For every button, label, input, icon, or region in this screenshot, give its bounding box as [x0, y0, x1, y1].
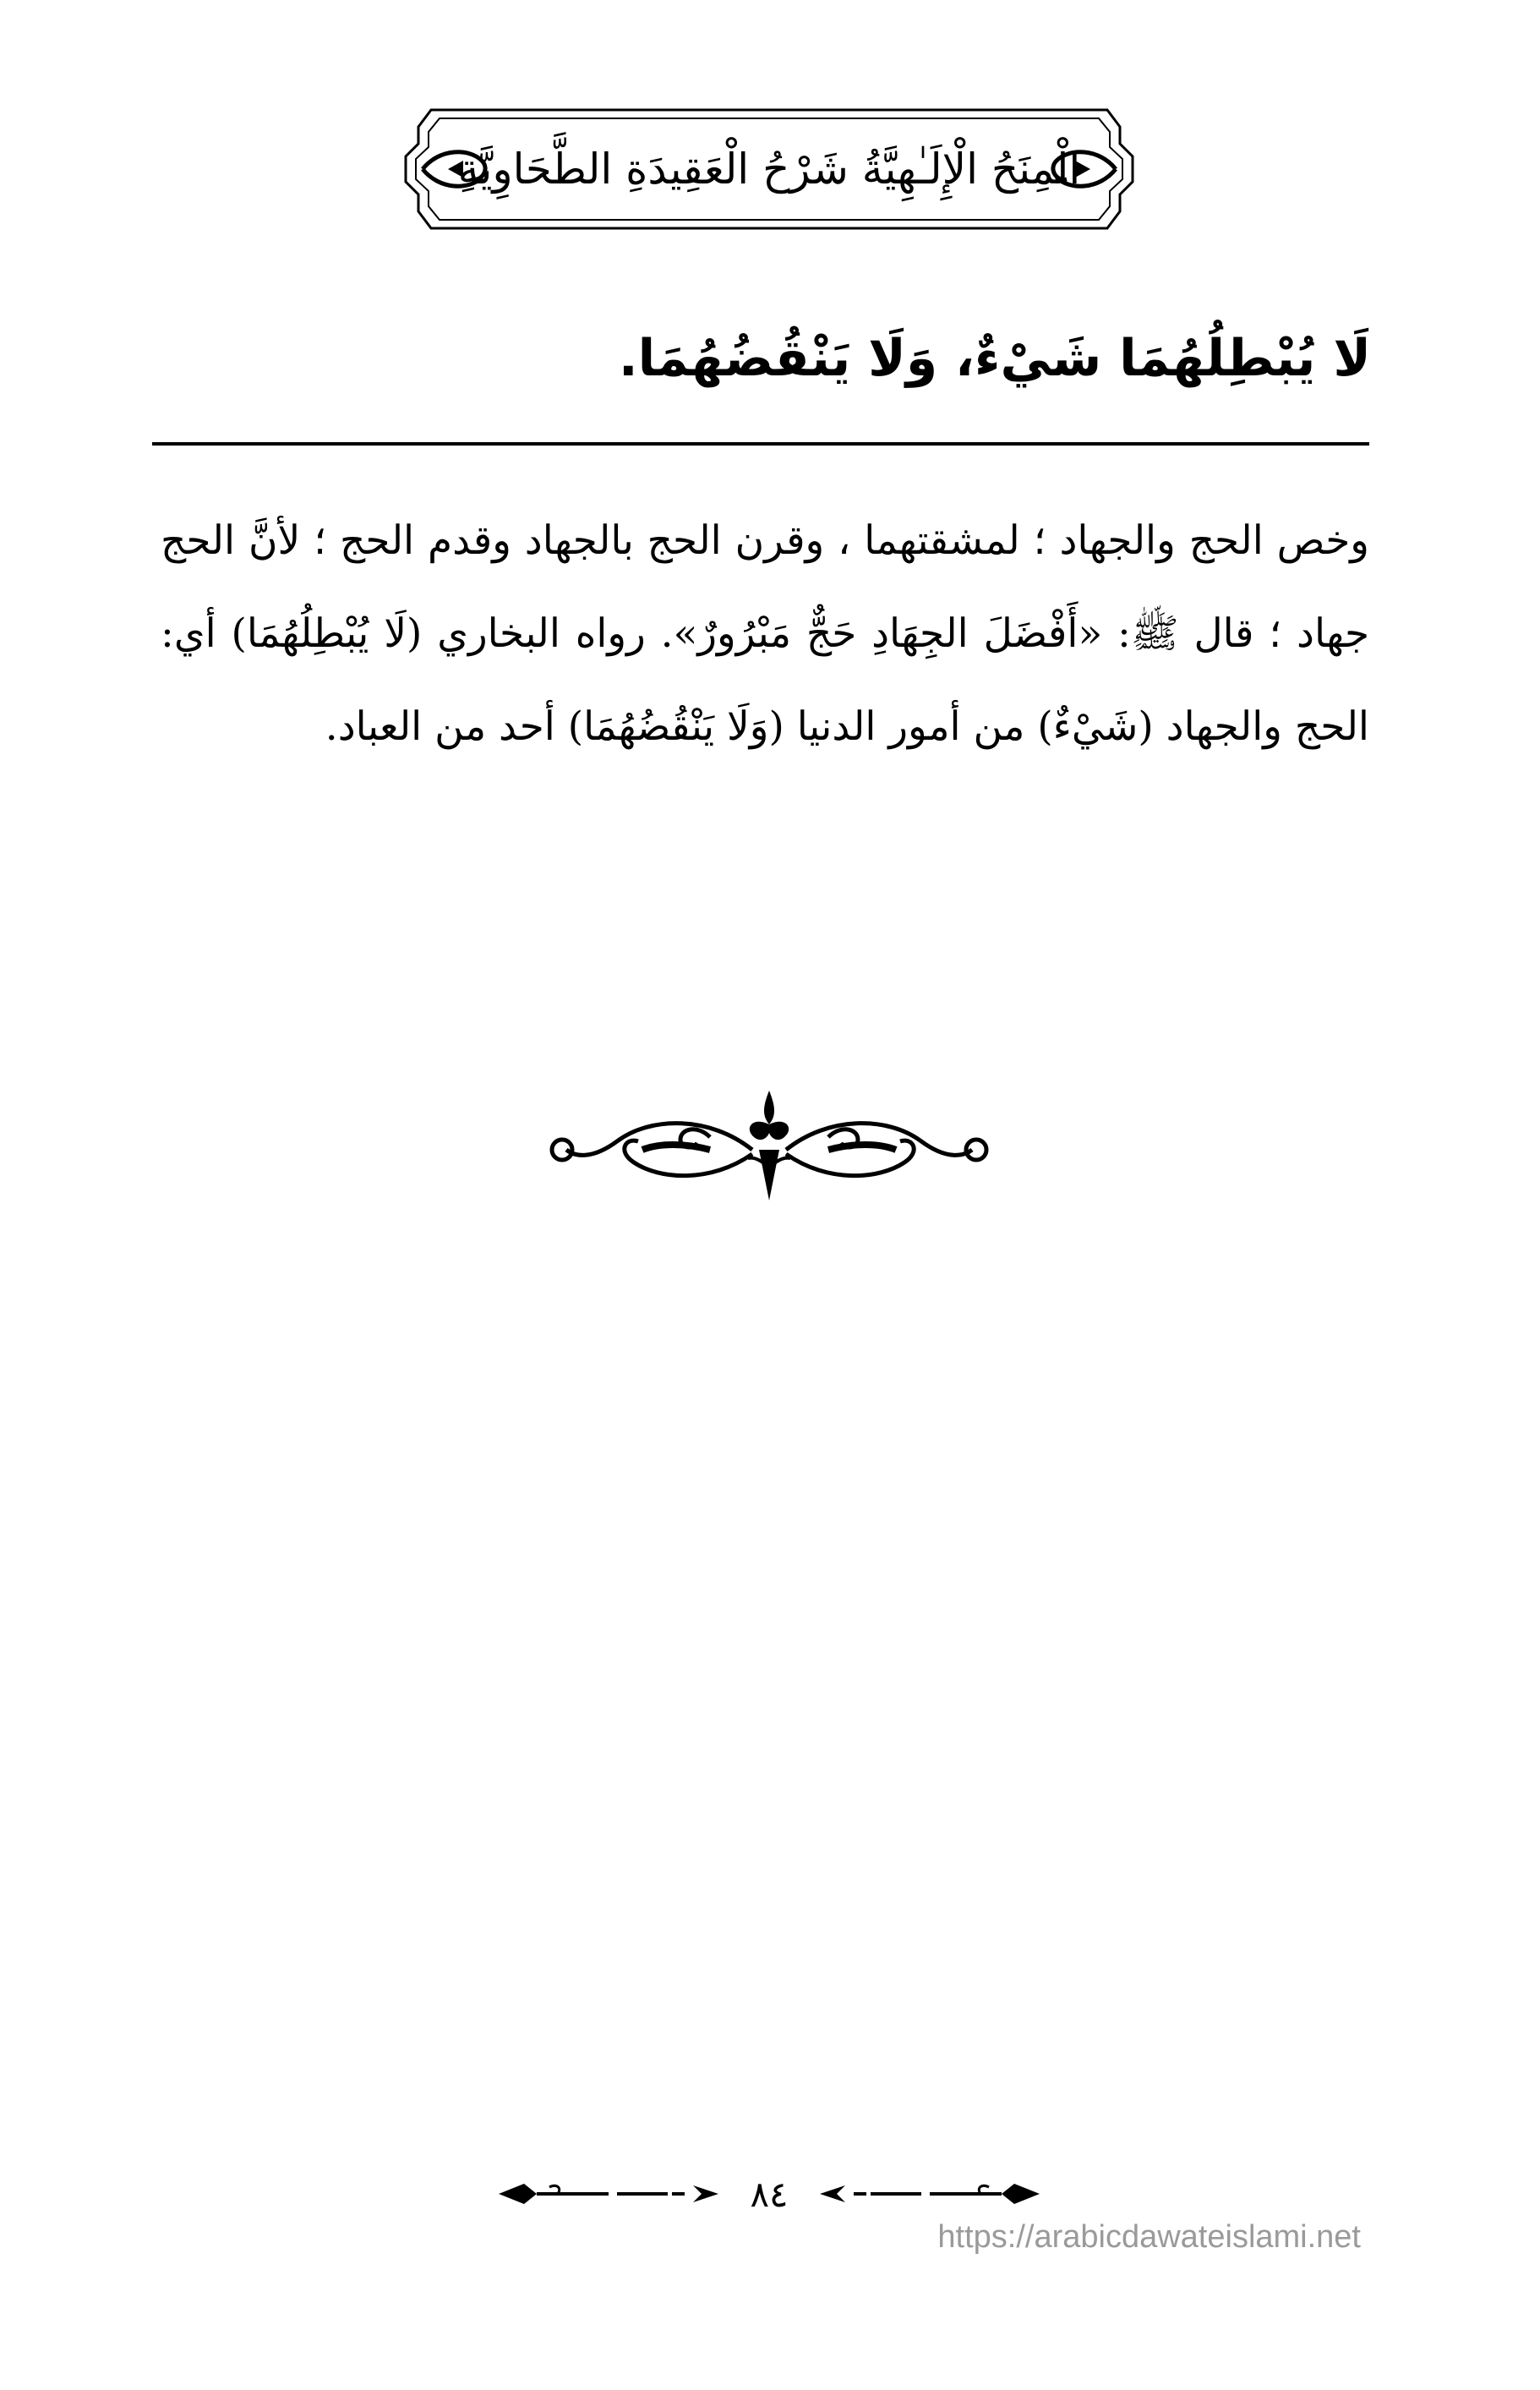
book-title: الْمِنَحُ الْإِلَـٰهِيَّةُ شَرْحُ الْعَقِيدَةِ الطَّحَاوِيَّةِ: [457, 145, 1081, 194]
commentary-body: [161, 495, 1369, 774]
page-number: ٨٤: [750, 2173, 789, 2215]
page-footer: [490, 2169, 1048, 2219]
matn-text: لَا يُبْطِلُهُمَا شَيْءٌ، وَلَا يَنْقُضُهُمَا.: [618, 329, 1371, 388]
section-end-ornament: [541, 1082, 997, 1212]
running-header: [397, 101, 1141, 237]
watermark-url: https://arabicdawateislami.net: [937, 2219, 1361, 2255]
commentary-paragraph: وخص الحج والجهاد ؛ لمشقتهما ، وقرن الحج بالجهاد وقدم الحج ؛ لأنَّ الحج جهاد ؛ قال ﷺ: «أَفْضَلَ الجِهَادِ حَجٌّ مَبْرُورٌ». رواه البخاري (لَا يُبْطِلُهُمَا) أي: الحج والجهاد (شَيْءٌ) من أمور الدنيا (وَلَا يَنْقُضُهُمَا) أحد من العباد.: [161, 517, 1369, 750]
divider-rule: [152, 442, 1369, 446]
floral-ornament-icon: [541, 1082, 997, 1209]
